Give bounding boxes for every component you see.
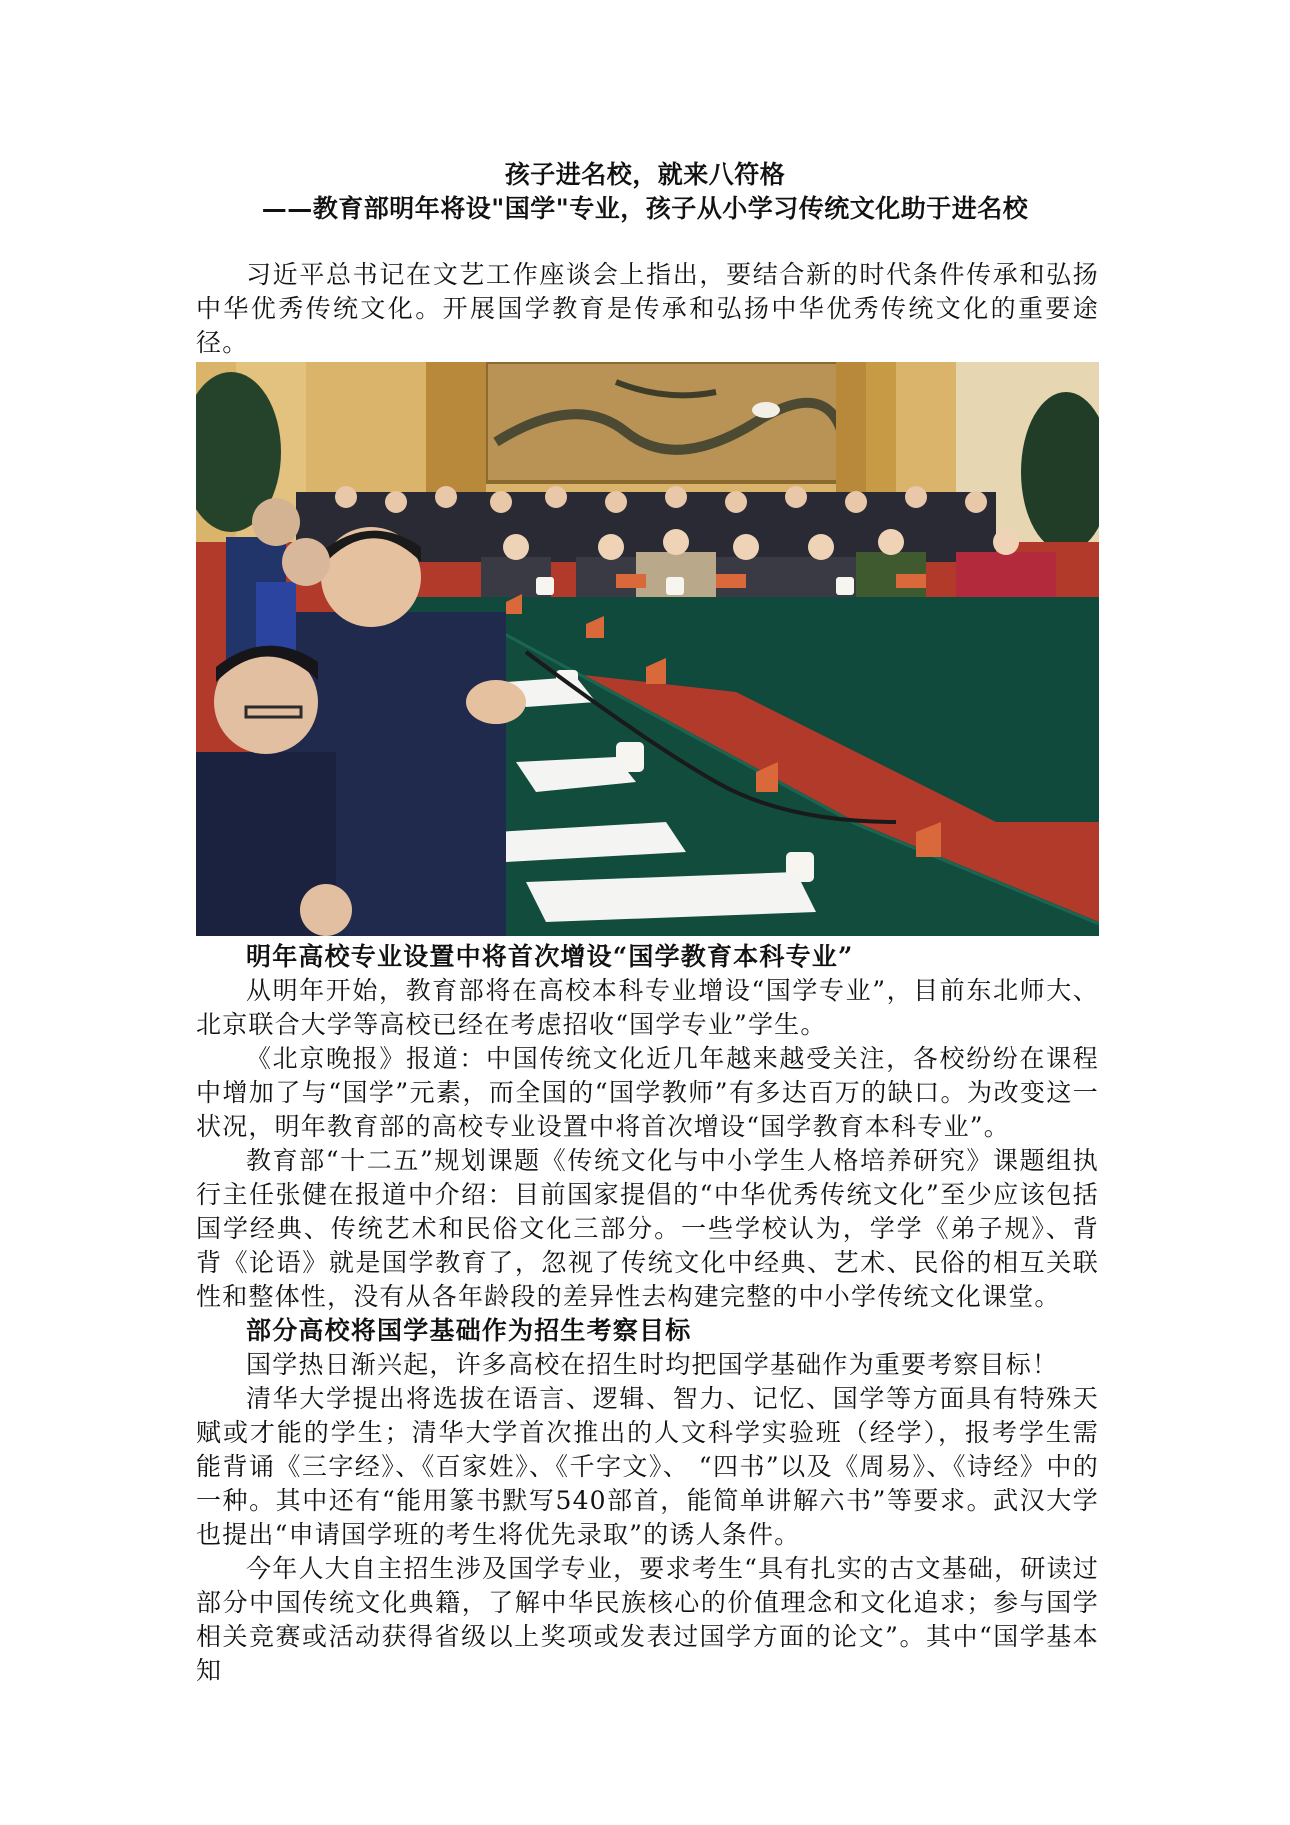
section-1 xyxy=(196,940,1099,1688)
meeting-photo xyxy=(196,362,1099,936)
article-subtitle: ——教育部明年将设"国学"专业，孩子从小学习传统文化助于进名校 xyxy=(261,194,1029,223)
section-2-heading: 部分高校将国学基础作为招生考察目标 xyxy=(246,1316,692,1345)
intro-block xyxy=(196,258,1099,360)
section-1-paragraph: 《北京晚报》报道：中国传统文化近几年越来越受关注，各校纷纷在课程中增加了与“国学”元素，而全国的“国学教师”有多达百万的缺口。为改变这一状况，明年教育部的高校专业设置中将首次增设“国学教育本科专业”。 xyxy=(196,1044,1099,1141)
section-2-paragraph: 国学热日渐兴起，许多高校在招生时均把国学基础作为重要考察目标！ xyxy=(246,1350,1059,1379)
intro-paragraph: 习近平总书记在文艺工作座谈会上指出，要结合新的时代条件传承和弘扬中华优秀传统文化。开展国学教育是传承和弘扬中华优秀传统文化的重要途径。 xyxy=(196,260,1099,357)
section-1-heading: 明年高校专业设置中将首次增设“国学教育本科专业” xyxy=(246,942,854,971)
article-title: 孩子进名校，就来八符格 xyxy=(504,160,786,189)
section-1-paragraph: 教育部“十二五”规划课题《传统文化与中小学生人格培养研究》课题组执行主任张健在报道中介绍：目前国家提倡的“中华优秀传统文化”至少应该包括国学经典、传统艺术和民俗文化三部分。一些学校认为，学学《弟子规》、背背《论语》就是国学教育了，忽视了传统文化中经典、艺术、民俗的相互关联性和整体性，没有从各年龄段的差异性去构建完整的中小学传统文化课堂。 xyxy=(196,1146,1099,1311)
section-2-paragraph: 清华大学提出将选拔在语言、逻辑、智力、记忆、国学等方面具有特殊天赋或才能的学生；清华大学首次推出的人文科学实验班（经学），报考学生需能背诵《三字经》、《百家姓》、《千字文》、 “四书”以及《周易》、《诗经》中的一种。其中还有“能用篆书默写540部首，能简单讲解六书”等要求。武汉大学也提出“申请国学班的考生将优先录取”的诱人条件。 xyxy=(196,1384,1099,1549)
section-1-paragraph: 从明年开始，教育部将在高校本科专业增设“国学专业”，目前东北师大、北京联合大学等高校已经在考虑招收“国学专业”学生。 xyxy=(196,976,1099,1039)
section-2-paragraph: 今年人大自主招生涉及国学专业，要求考生“具有扎实的古文基础，研读过部分中国传统文化典籍，了解中华民族核心的价值理念和文化追求；参与国学相关竞赛或活动获得省级以上奖项或发表过国学方面的论文”。其中“国学基本知 xyxy=(196,1554,1099,1685)
